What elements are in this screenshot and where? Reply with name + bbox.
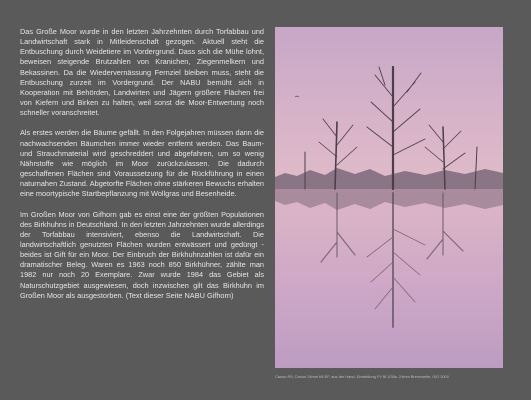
article-text xyxy=(20,27,264,311)
photo-caption: Canon R5, Canon 24mm f/8 EF, aus der Hand, Einstellung FV f8 1/30s, 24mm Brennweite, ISO 2000 xyxy=(275,374,449,379)
moor-landscape-image xyxy=(275,27,503,368)
paragraph-2: Als erstes werden die Bäume gefällt. In den Folgejahren müssen dann die nachwachsenden Bäumchen immer wieder entfernt werden. Das Baum- und Strauchmaterial wird geschreddert und abgefahren, um so wenig Nährstoffe wie möglich im Moor zurückzulassen. Die dadurch geschaffenen Flächen sind Voraussetzung für die Rückführung in einen naturnahen Zustand. Abgetorfte Flächen ohne stärkeren Bewuchs erhalten eine moortypische Startbepflanzung mit Wollgras und Besenheide. xyxy=(20,128,264,199)
paragraph-3: Im Großen Moor von Gifhorn gab es einst eine der größten Populationen des Birkhuhns in Deutschland. In den letzten Jahrzehnten wurde allerdings der Torfabbau intensiviert, ebenso die Landwirtschaft. Die landwirtschaftlich genutzten Flächen wurden entwässert und gedüngt - beides ist Gift für ein Moor. Der Einbruch der Birkhuhnzahlen ist dafür ein dramatischer Beleg. Waren es 1963 noch 850 Birkhühner, zählte man 1982 nur noch 20 Exemplare. Zwar wurde 1984 das Gebiet als Naturschutzgebiet ausgewiesen, doch inzwischen gilt das Birkhuhn im Großen Moor als ausgestorben. (Text dieser Seite NABU Gifhorn) xyxy=(20,209,264,300)
moor-photo[interactable] xyxy=(275,27,503,368)
paragraph-1: Das Große Moor wurde in den letzten Jahrzehnten durch Torfabbau und Landwirtschaft stark in Mitleidenschaft gezogen. Aktuell steht die Entbuschung durch Weidetiere im Vordergrund. Dass sich die Mühe lohnt, beweisen steigende Brutzahlen von Kranichen, Ziegenmelkern und Bekassinen. Da die Wiedervernässung Fernziel bleiben muss, steht die Entbuschung zurzeit im Vordergrund. Der NABU bemüht sich in Kooperation mit Behörden, Landwirten und Jägern größere Flächen frei von Kiefern und Birken zu halten, weil sonst die Moor-Entwertung noch schneller voranschreitet. xyxy=(20,27,264,118)
